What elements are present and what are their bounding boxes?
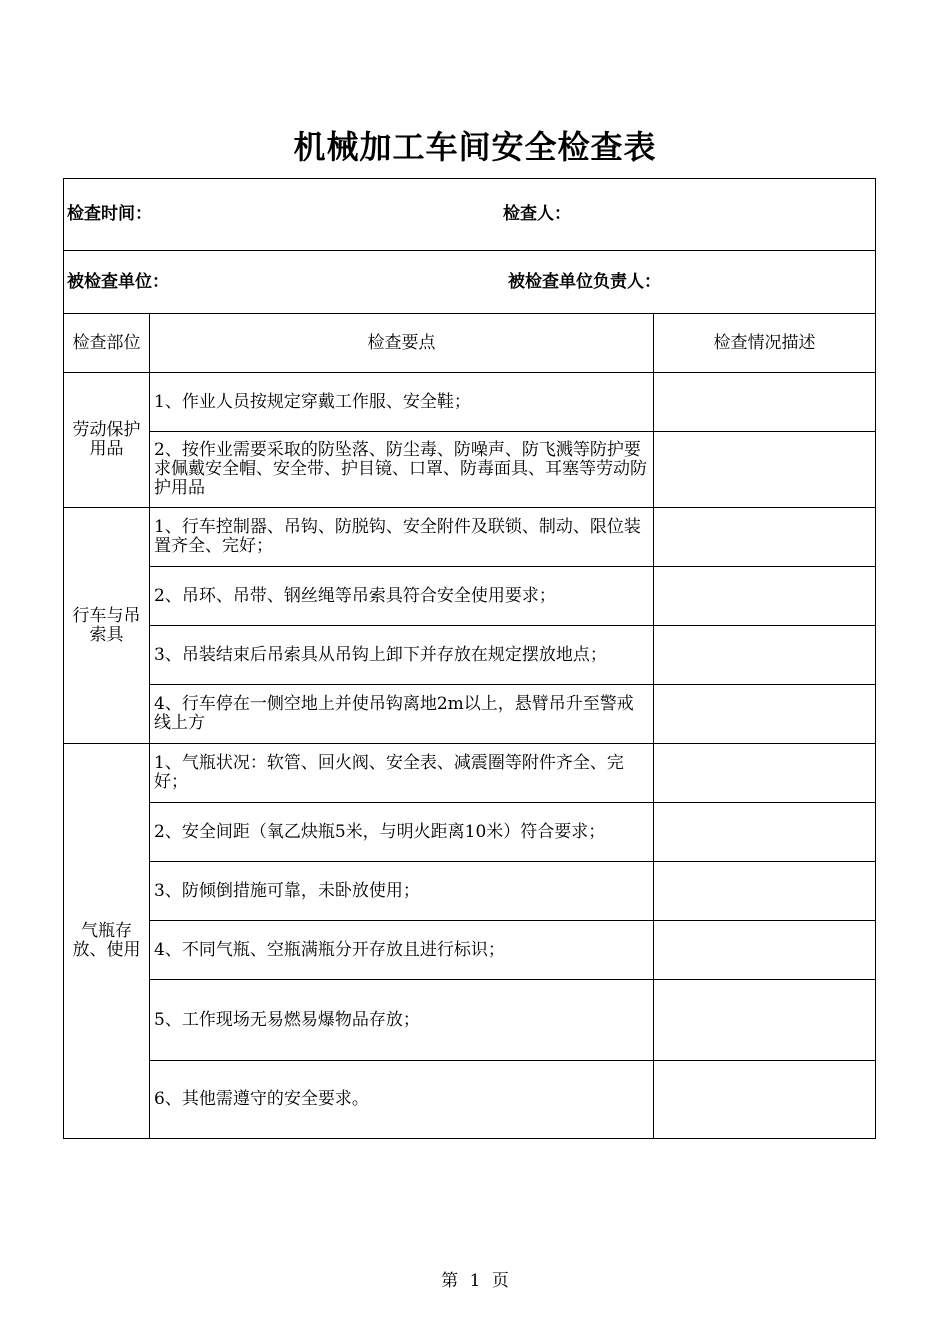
check-item: 1、行车控制器、吊钩、防脱钩、安全附件及联锁、制动、限位装置齐全、完好； [150,508,654,567]
table-row [64,921,876,980]
category-cell: 行车与吊索具 [64,508,150,744]
check-item: 2、按作业需要采取的防坠落、防尘毒、防噪声、防飞溅等防护要求佩戴安全帽、安全带、护目镜、口罩、防毒面具、耳塞等劳动防护用品 [150,432,654,508]
unit-leader-label: 被检查单位负责人： [508,272,661,292]
check-item: 2、吊环、吊带、钢丝绳等吊索具符合安全使用要求； [150,567,654,626]
info-row-unit [64,251,876,314]
check-time-label: 检查时间： [67,204,152,224]
table-row [64,744,876,803]
page-suffix: 页 [491,1271,509,1291]
check-item: 1、气瓶状况：软管、回火阀、安全表、减震圈等附件齐全、完好； [150,744,654,803]
description-cell[interactable] [654,921,876,980]
table-row [64,373,876,432]
check-item: 3、防倾倒措施可靠，未卧放使用； [150,862,654,921]
description-cell[interactable] [654,373,876,432]
header-points: 检查要点 [150,314,654,373]
page-prefix: 第 [441,1271,459,1291]
check-item: 4、不同气瓶、空瓶满瓶分开存放且进行标识； [150,921,654,980]
table-row [64,685,876,744]
check-item: 6、其他需遵守的安全要求。 [150,1061,654,1139]
header-row [64,314,876,373]
check-item: 4、行车停在一侧空地上并使吊钩离地2m以上，悬臂吊升至警戒线上方 [150,685,654,744]
description-cell[interactable] [654,803,876,862]
table-row [64,980,876,1061]
description-cell[interactable] [654,1061,876,1139]
description-cell[interactable] [654,508,876,567]
description-cell[interactable] [654,685,876,744]
description-cell[interactable] [654,862,876,921]
table-row [64,567,876,626]
inspector-label: 检查人： [503,204,571,224]
page-footer [0,1266,950,1291]
unit-label: 被检查单位： [67,272,169,292]
info-row-time [64,179,876,251]
check-item: 5、工作现场无易燃易爆物品存放； [150,980,654,1061]
check-item: 3、吊装结束后吊索具从吊钩上卸下并存放在规定摆放地点； [150,626,654,685]
table-row [64,626,876,685]
description-cell[interactable] [654,567,876,626]
table-row [64,803,876,862]
description-cell[interactable] [654,432,876,508]
page-title: 机械加工车间安全检查表 [293,128,657,166]
header-part: 检查部位 [64,314,150,373]
table-row [64,508,876,567]
info-cell-time [64,179,876,251]
header-description: 检查情况描述 [654,314,876,373]
check-item: 1、作业人员按规定穿戴工作服、安全鞋； [150,373,654,432]
inspection-table [63,178,876,1139]
category-cell: 劳动保护用品 [64,373,150,508]
table-row [64,862,876,921]
table-row [64,1061,876,1139]
description-cell[interactable] [654,626,876,685]
description-cell[interactable] [654,980,876,1061]
category-cell: 气瓶存放、使用 [64,744,150,1139]
description-cell[interactable] [654,744,876,803]
check-item: 2、安全间距（氧乙炔瓶5米，与明火距离10米）符合要求； [150,803,654,862]
info-cell-unit [64,251,876,314]
page-number: 1 [469,1271,481,1291]
table-row [64,432,876,508]
